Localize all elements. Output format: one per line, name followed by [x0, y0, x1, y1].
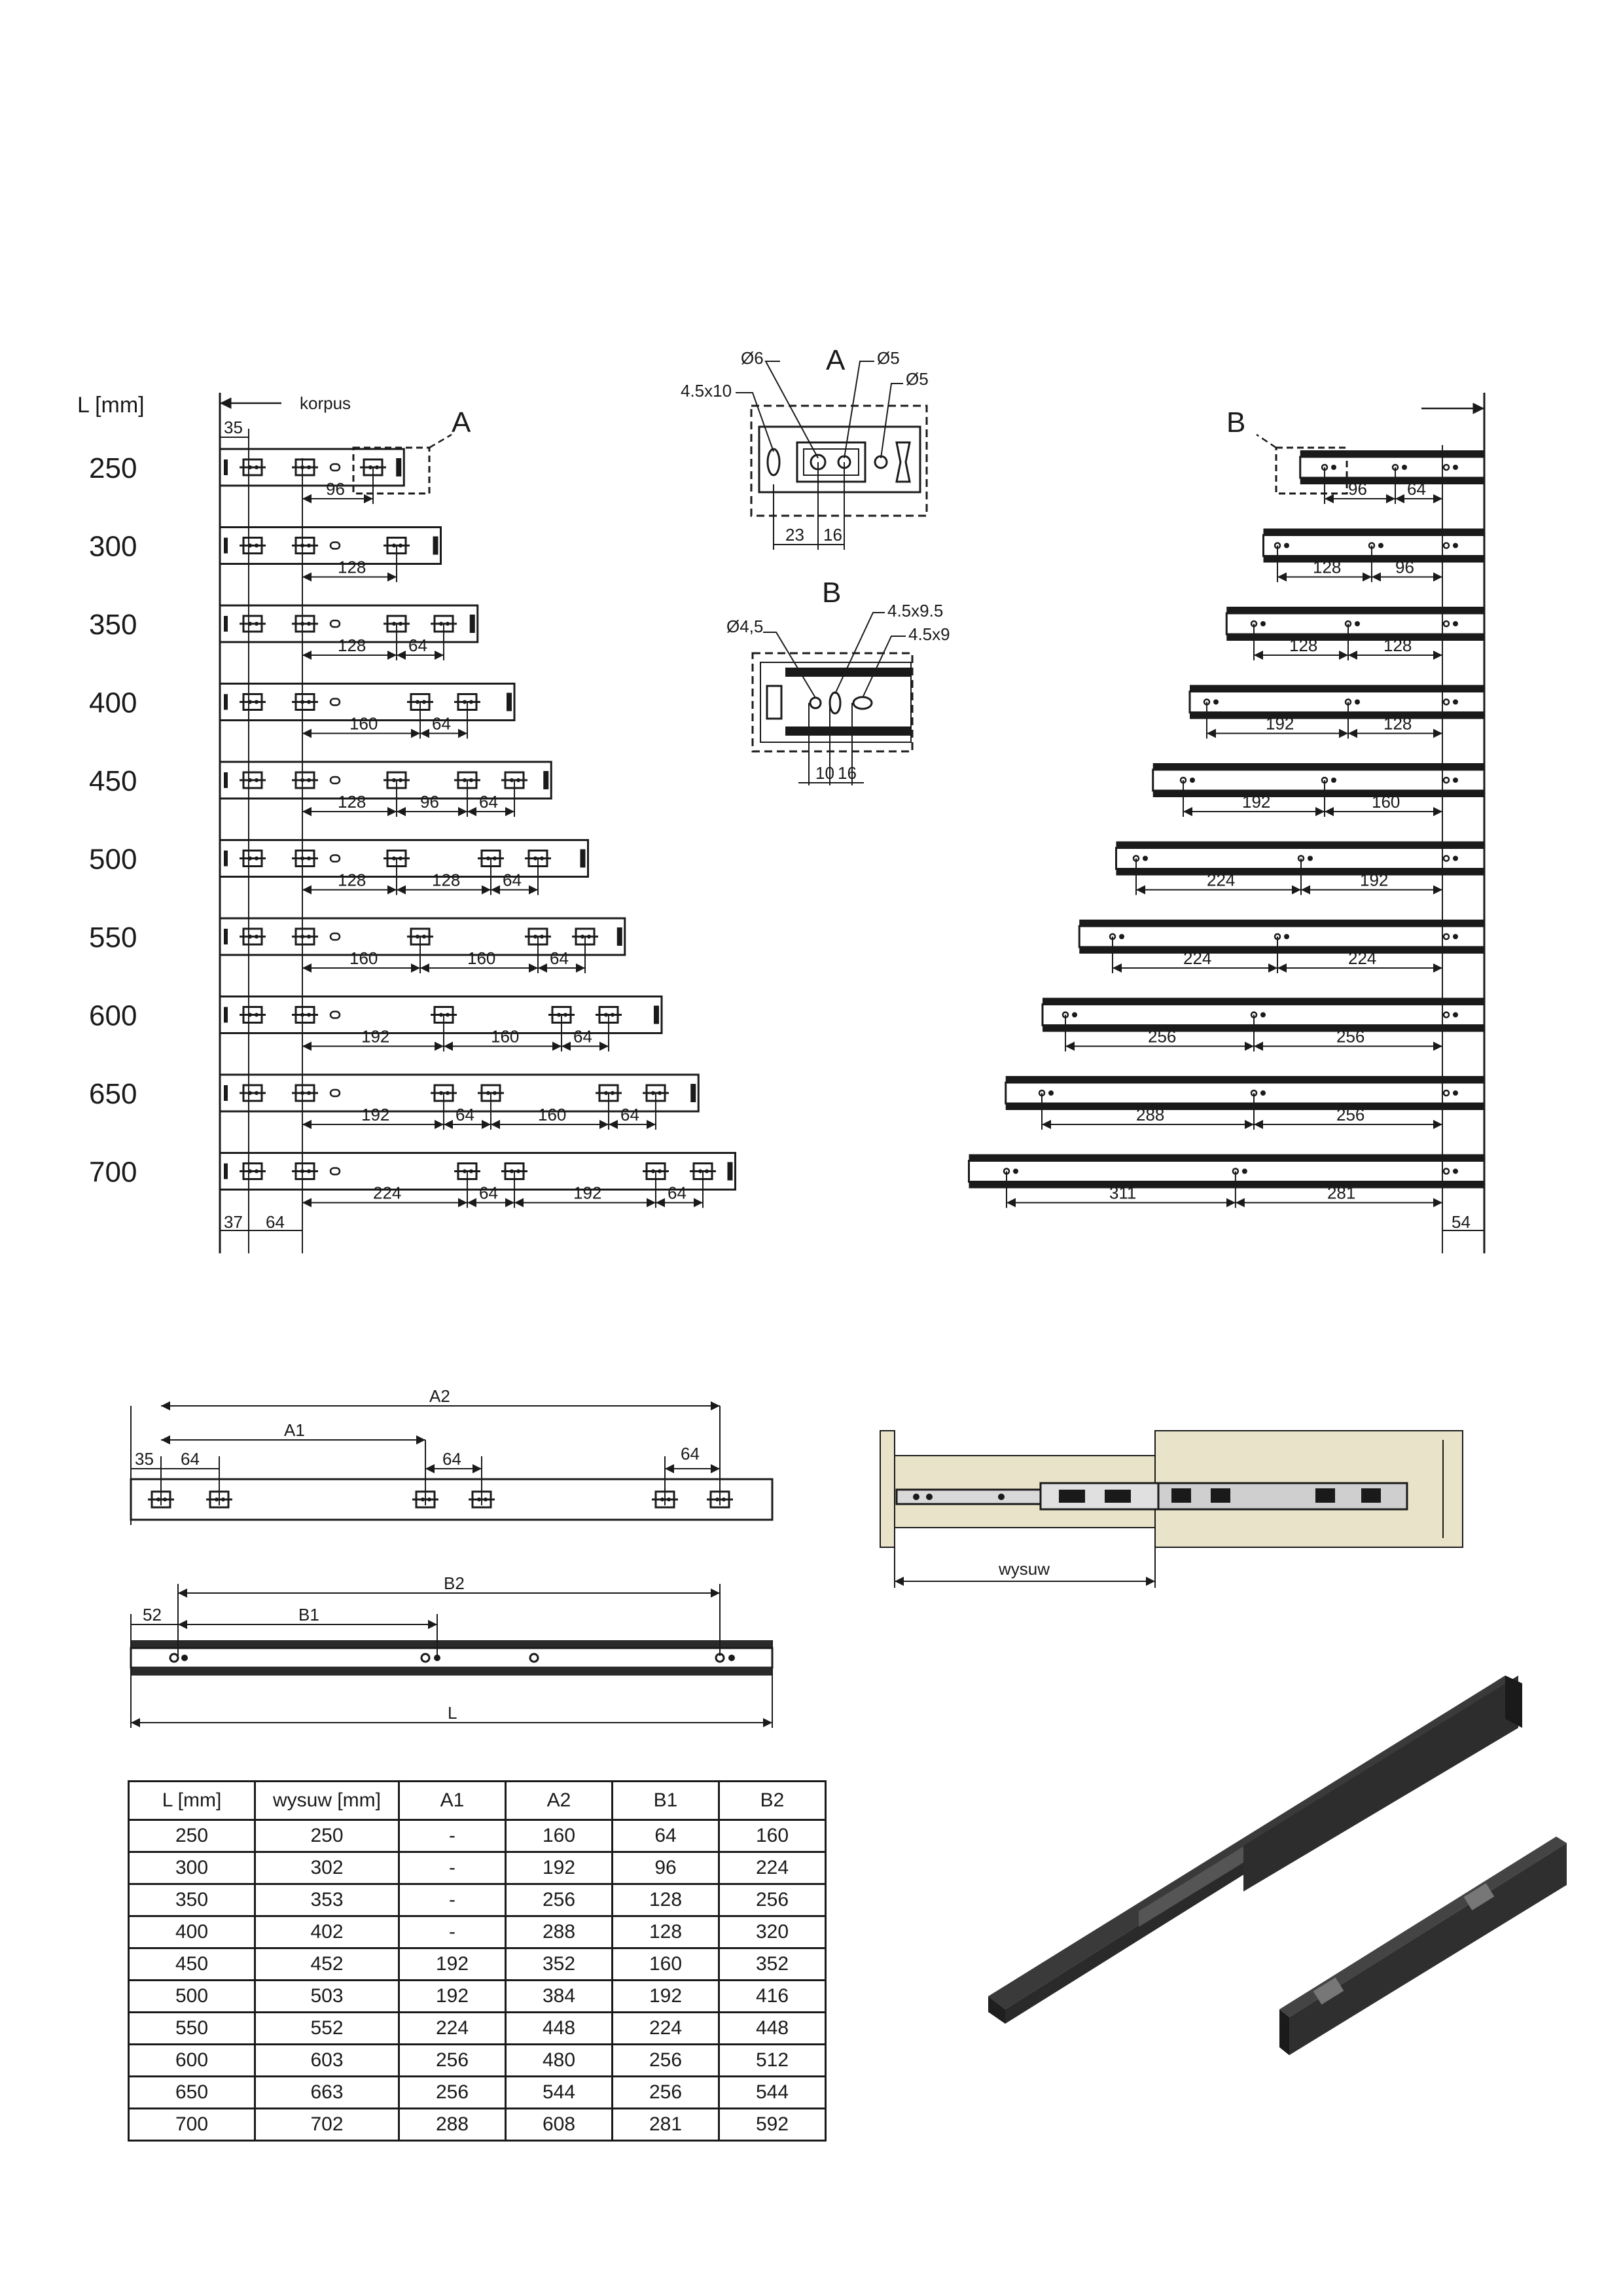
left-dim-label: 64 — [668, 1183, 687, 1203]
left-dim-label: 64 — [479, 1183, 498, 1203]
left-rail-row — [89, 918, 625, 973]
left-dim-label: 96 — [420, 792, 439, 812]
right-dim-label: 224 — [1183, 948, 1212, 968]
right-rail-body — [1079, 926, 1484, 947]
table-cell: 224 — [613, 2013, 719, 2045]
row-length-label: 650 — [89, 1078, 137, 1110]
right-dim-label: 64 — [1407, 479, 1426, 499]
table-cell: - — [399, 1916, 506, 1948]
table-cell: 192 — [399, 1948, 506, 1981]
left-rail-row — [89, 449, 404, 504]
table-cell: 192 — [399, 1981, 506, 2013]
left-dim-label: 64 — [432, 713, 451, 734]
table-row — [129, 1852, 826, 1884]
detail-a-slot: 4.5x10 — [681, 381, 732, 401]
table-cell: 416 — [719, 1981, 826, 2013]
cabinet-schematic — [880, 1431, 1463, 1588]
bottom-d64b: 64 — [442, 1449, 461, 1469]
bottom-d52: 52 — [143, 1605, 162, 1624]
right-rail-row — [1264, 529, 1485, 583]
table-cell: 700 — [129, 2109, 255, 2141]
right-rail-row — [1226, 607, 1484, 660]
wysuw-label: wysuw — [999, 1559, 1050, 1579]
dim-37: 37 — [224, 1212, 243, 1232]
row-length-label: 600 — [89, 999, 137, 1032]
right-rail-row — [969, 1155, 1485, 1208]
detail-b-dim-16: 16 — [838, 763, 857, 783]
row-length-label: 350 — [89, 609, 137, 641]
left-rail-row — [89, 1075, 698, 1130]
right-rail-row — [1153, 763, 1484, 817]
table-cell: 503 — [255, 1981, 399, 2013]
left-dim-label: 192 — [573, 1183, 602, 1203]
left-dim-label: 64 — [479, 792, 498, 812]
right-dim-label: 224 — [1348, 948, 1377, 968]
right-dim-label: 288 — [1136, 1105, 1165, 1124]
left-dim-label: 64 — [455, 1105, 474, 1124]
table-cell: 663 — [255, 2077, 399, 2109]
row-length-label: 700 — [89, 1156, 137, 1189]
header-wysuw: wysuw [mm] — [255, 1782, 399, 1820]
left-dim-label: 64 — [573, 1026, 592, 1047]
table-cell: 350 — [129, 1884, 255, 1916]
left-rail-row — [89, 1153, 736, 1208]
table-cell: 500 — [129, 1981, 255, 2013]
table-cell: 402 — [255, 1916, 399, 1948]
detail-a — [681, 344, 929, 550]
table-cell: 552 — [255, 2013, 399, 2045]
table-cell: 160 — [613, 1948, 719, 1981]
right-dim-label: 160 — [1372, 792, 1400, 812]
right-dim-label: 192 — [1266, 713, 1294, 734]
left-dim-label: 64 — [503, 870, 522, 890]
right-rail-body — [969, 1161, 1485, 1182]
right-dim-label: 281 — [1327, 1183, 1356, 1203]
table-cell: 550 — [129, 2013, 255, 2045]
right-dim-label: 128 — [1289, 636, 1318, 655]
table-cell: 256 — [719, 1884, 826, 1916]
left-dim-label: 160 — [538, 1105, 567, 1124]
dim-64-base: 64 — [266, 1212, 285, 1232]
table-cell: 224 — [399, 2013, 506, 2045]
left-dim-label: 160 — [491, 1026, 520, 1047]
table-cell: 250 — [255, 1820, 399, 1852]
table-cell: - — [399, 1884, 506, 1916]
table-cell: 302 — [255, 1852, 399, 1884]
detail-b-slot2: 4.5x9 — [908, 624, 950, 644]
detail-b-slot1: 4.5x9.5 — [887, 601, 944, 620]
left-rail-row — [89, 605, 478, 660]
table-cell: 256 — [399, 2077, 506, 2109]
detail-b-dim-10: 10 — [815, 763, 834, 783]
right-rail-row — [1116, 842, 1485, 895]
detail-a-dim-16: 16 — [823, 525, 842, 545]
left-dim-label: 64 — [620, 1105, 639, 1124]
detail-a-marker: A — [452, 406, 471, 439]
row-length-label: 400 — [89, 687, 137, 719]
right-dim-label: 128 — [1313, 557, 1342, 577]
row-length-label: 250 — [89, 452, 137, 484]
bottom-b2: B2 — [444, 1573, 465, 1593]
right-rail-row — [1043, 998, 1484, 1052]
header-l: L [mm] — [129, 1782, 255, 1820]
table-header-row — [129, 1782, 826, 1820]
table-cell: 256 — [613, 2077, 719, 2109]
dim-54: 54 — [1452, 1212, 1471, 1232]
table-cell: 256 — [613, 2045, 719, 2077]
table-cell: 480 — [506, 2045, 613, 2077]
right-rail-row — [1190, 685, 1484, 739]
right-rail-body — [1153, 770, 1484, 791]
l-header: L [mm] — [77, 393, 145, 418]
table-cell: 544 — [719, 2077, 826, 2109]
left-rail-row — [89, 997, 662, 1052]
left-dim-label: 128 — [432, 870, 461, 890]
table-cell: 96 — [613, 1852, 719, 1884]
right-dim-label: 256 — [1336, 1105, 1365, 1124]
table-cell: 448 — [719, 2013, 826, 2045]
left-rail-rows — [89, 449, 736, 1208]
header-b2: B2 — [719, 1782, 826, 1820]
table-cell: 603 — [255, 2045, 399, 2077]
right-dim-label: 256 — [1336, 1026, 1365, 1047]
table-cell: 224 — [719, 1852, 826, 1884]
table-cell: 452 — [255, 1948, 399, 1981]
table-cell: 600 — [129, 2045, 255, 2077]
right-rail-row — [1079, 920, 1484, 973]
table-cell: 192 — [506, 1852, 613, 1884]
detail-b-title: B — [822, 577, 842, 609]
detail-a-dim-23: 23 — [785, 525, 804, 545]
table-cell: 64 — [613, 1820, 719, 1852]
right-rail-body — [1116, 848, 1485, 869]
table-cell: 160 — [506, 1820, 613, 1852]
right-dim-label: 192 — [1242, 792, 1271, 812]
left-rail-row — [89, 528, 441, 583]
table-row — [129, 1884, 826, 1916]
detail-a-phi6: Ø6 — [741, 348, 764, 368]
table-cell: - — [399, 1820, 506, 1852]
dim-35: 35 — [224, 418, 243, 437]
header-a1: A1 — [399, 1782, 506, 1820]
bottom-a1: A1 — [284, 1420, 305, 1440]
right-dim-label: 256 — [1148, 1026, 1177, 1047]
detail-b-marker: B — [1226, 406, 1246, 439]
row-length-label: 450 — [89, 765, 137, 797]
table-cell: 250 — [129, 1820, 255, 1852]
right-rail-body — [1190, 692, 1484, 713]
right-dim-label: 96 — [1395, 557, 1414, 577]
table-cell: 128 — [613, 1916, 719, 1948]
detail-b — [726, 577, 950, 785]
left-dim-label: 128 — [338, 792, 366, 812]
left-dim-label: 160 — [349, 948, 378, 968]
table-cell: 650 — [129, 2077, 255, 2109]
rail-3d-rendering — [988, 1676, 1567, 2055]
table-cell: 256 — [506, 1884, 613, 1916]
detail-b-phi45: Ø4,5 — [726, 617, 764, 636]
left-dim-label: 160 — [467, 948, 496, 968]
table-cell: - — [399, 1852, 506, 1884]
left-dim-label: 128 — [338, 870, 366, 890]
table-row — [129, 2013, 826, 2045]
table-cell: 702 — [255, 2109, 399, 2141]
bottom-d64a: 64 — [181, 1449, 200, 1469]
detail-a-title: A — [826, 344, 846, 376]
table-cell: 300 — [129, 1852, 255, 1884]
bottom-l: L — [448, 1703, 457, 1723]
table-cell: 160 — [719, 1820, 826, 1852]
table-cell: 592 — [719, 2109, 826, 2141]
header-b1: B1 — [613, 1782, 719, 1820]
bottom-rail-a — [131, 1386, 772, 1525]
right-dim-label: 192 — [1360, 870, 1389, 890]
right-dim-label: 224 — [1207, 870, 1236, 890]
table-cell: 256 — [399, 2045, 506, 2077]
table-cell: 384 — [506, 1981, 613, 2013]
left-dim-label: 128 — [338, 636, 366, 655]
table-row — [129, 2109, 826, 2141]
table-cell: 448 — [506, 2013, 613, 2045]
table-cell: 192 — [613, 1981, 719, 2013]
bottom-d64c: 64 — [681, 1444, 700, 1463]
left-dim-label: 96 — [326, 479, 345, 499]
table-cell: 128 — [613, 1884, 719, 1916]
row-length-label: 300 — [89, 530, 137, 563]
left-dim-label: 64 — [550, 948, 569, 968]
table-row — [129, 1820, 826, 1852]
bottom-rail-b — [131, 1573, 772, 1728]
row-length-label: 550 — [89, 922, 137, 954]
bottom-b1: B1 — [298, 1605, 319, 1624]
left-rail-row — [89, 762, 551, 817]
table-row — [129, 1981, 826, 2013]
right-dim-label: 128 — [1383, 713, 1412, 734]
table-cell: 352 — [719, 1948, 826, 1981]
bottom-a2: A2 — [429, 1386, 450, 1406]
table-cell: 544 — [506, 2077, 613, 2109]
table-cell: 608 — [506, 2109, 613, 2141]
detail-a-phi5a: Ø5 — [877, 348, 900, 368]
header-a2: A2 — [506, 1782, 613, 1820]
detail-a-phi5b: Ø5 — [906, 369, 929, 389]
right-rail-rows — [969, 450, 1485, 1208]
table-cell: 281 — [613, 2109, 719, 2141]
spec-table — [128, 1780, 827, 2142]
left-dim-label: 128 — [338, 557, 366, 577]
left-dim-label: 224 — [373, 1183, 402, 1203]
left-dim-label: 192 — [361, 1026, 390, 1047]
table-cell: 400 — [129, 1916, 255, 1948]
row-length-label: 500 — [89, 843, 137, 876]
right-rail-row — [1300, 450, 1484, 504]
table-cell: 512 — [719, 2045, 826, 2077]
right-rail-body — [1006, 1083, 1484, 1103]
right-dim-label: 311 — [1109, 1183, 1137, 1203]
bottom-d35: 35 — [135, 1449, 154, 1469]
left-dim-label: 64 — [408, 636, 427, 655]
table-row — [129, 2045, 826, 2077]
table-row — [129, 2077, 826, 2109]
left-dim-label: 192 — [361, 1105, 390, 1124]
table-row — [129, 1916, 826, 1948]
right-dim-label: 128 — [1383, 636, 1412, 655]
table-cell: 450 — [129, 1948, 255, 1981]
left-rail-row — [89, 840, 588, 895]
table-cell: 353 — [255, 1884, 399, 1916]
table-cell: 288 — [399, 2109, 506, 2141]
table-cell: 352 — [506, 1948, 613, 1981]
table-row — [129, 1948, 826, 1981]
left-dim-label: 160 — [349, 713, 378, 734]
right-dim-label: 96 — [1348, 479, 1367, 499]
korpus-label: korpus — [300, 393, 351, 413]
table-cell: 288 — [506, 1916, 613, 1948]
right-rail-row — [1006, 1076, 1484, 1130]
table-cell: 320 — [719, 1916, 826, 1948]
